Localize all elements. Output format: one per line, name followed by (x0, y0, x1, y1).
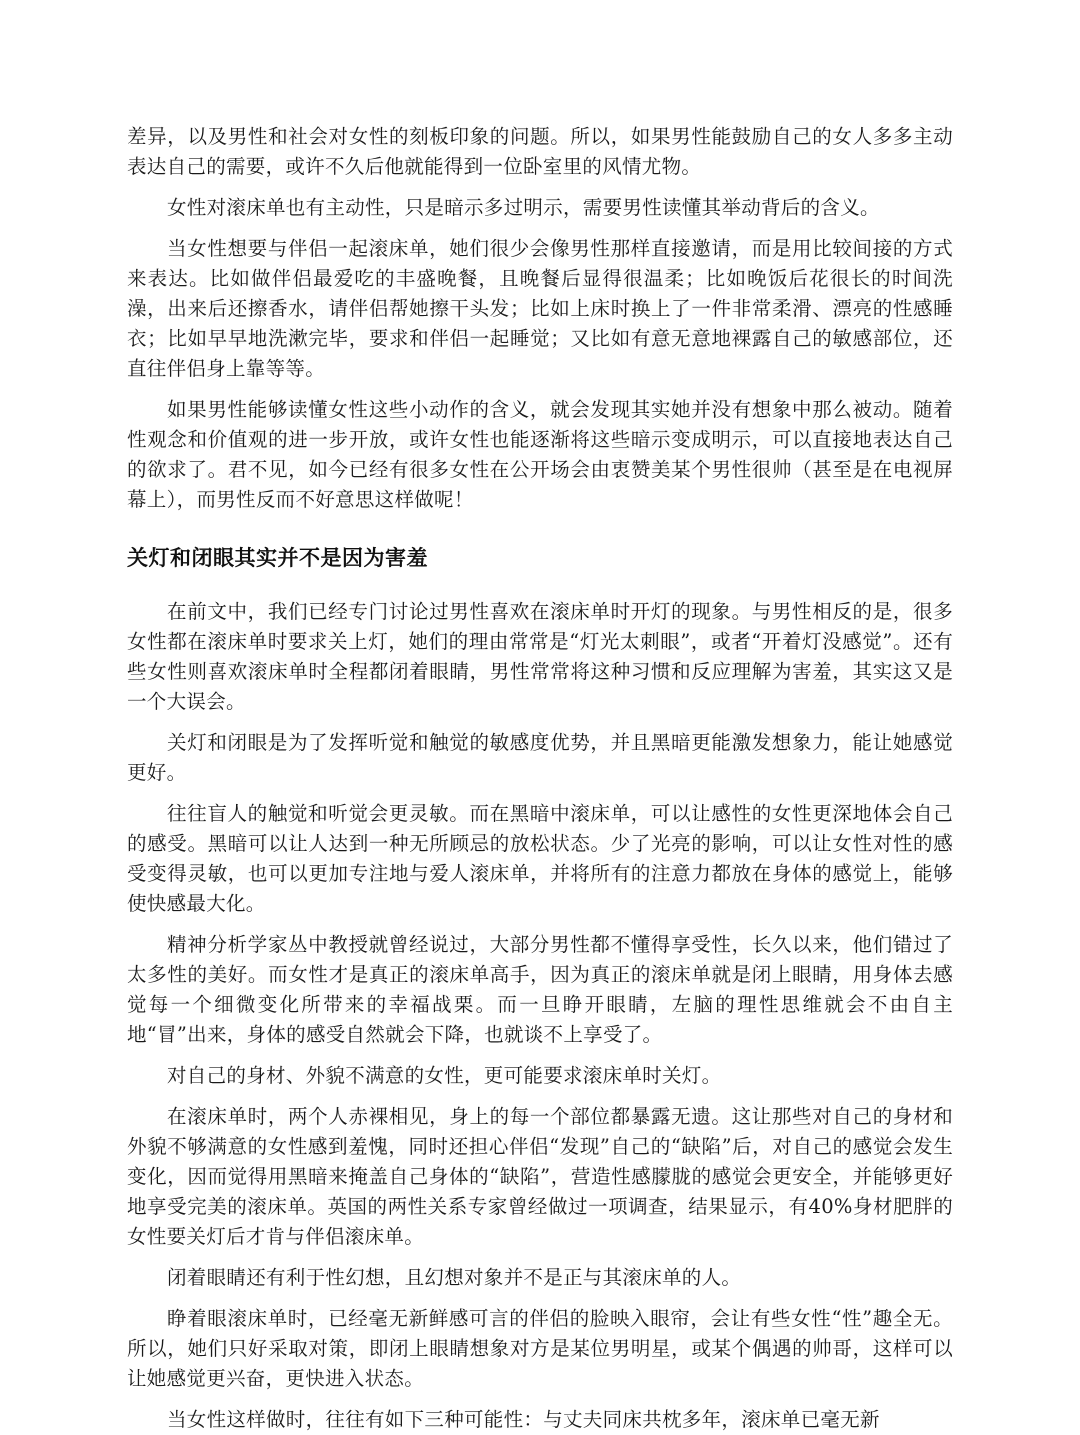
paragraph: 女性对滚床单也有主动性，只是暗示多过明示，需要男性读懂其举动背后的含义。 (167, 196, 880, 219)
section-heading-block (127, 543, 953, 573)
paragraph: 闭着眼睛还有利于性幻想，且幻想对象并不是正与其滚床单的人。 (167, 1266, 742, 1289)
document-page (127, 122, 953, 1435)
section-heading: 关灯和闭眼其实并不是因为害羞 (127, 546, 428, 570)
paragraph: 如果男性能够读懂女性这些小动作的含义，就会发现其实她并没有想象中那么被动。随着性观念和价值观的进一步开放，或许女性也能逐渐将这些暗示变成明示，可以直接地表达自己的欲求了。君不见，如今已经有很多女性在公开场会由衷赞美某个男性很帅（甚至是在电视屏幕上），而男性反而不好意思这样做呢！ (127, 398, 953, 511)
paragraph: 在滚床单时，两个人赤裸相见，身上的每一个部位都暴露无遗。这让那些对自己的身材和外貌不够满意的女性感到羞愧，同时还担心伴侣“发现”自己的“缺陷”后，对自己的感觉会发生变化，因而觉得用黑暗来掩盖自己身体的“缺陷”，营造性感朦胧的感觉会更安全，并能够更好地享受完美的滚床单。英国的两性关系专家曾经做过一项调查，结果显示，有40%身材肥胖的女性要关灯后才肯与伴侣滚床单。 (127, 1105, 953, 1248)
paragraph: 关灯和闭眼是为了发挥听觉和触觉的敏感度优势，并且黑暗更能激发想象力，能让她感觉更好。 (127, 731, 953, 784)
paragraph: 往往盲人的触觉和听觉会更灵敏。而在黑暗中滚床单，可以让感性的女性更深地体会自己的感受。黑暗可以让人达到一种无所顾忌的放松状态。少了光亮的影响，可以让女性对性的感受变得灵敏，也可以更加专注地与爱人滚床单，并将所有的注意力都放在身体的感觉上，能够使快感最大化。 (127, 802, 953, 915)
paragraph: 当女性想要与伴侣一起滚床单，她们很少会像男性那样直接邀请，而是用比较间接的方式来表达。比如做伴侣最爱吃的丰盛晚餐，且晚餐后显得很温柔；比如晚饭后花很长的时间洗澡，出来后还擦香水，请伴侣帮她擦干头发；比如上床时换上了一件非常柔滑、漂亮的性感睡衣；比如早早地洗漱完毕，要求和伴侣一起睡觉；又比如有意无意地裸露自己的敏感部位，还直往伴侣身上靠等等。 (127, 237, 953, 380)
paragraph: 差异，以及男性和社会对女性的刻板印象的问题。所以，如果男性能鼓励自己的女人多多主动表达自己的需要，或许不久后他就能得到一位卧室里的风情尤物。 (127, 125, 953, 178)
paragraph: 睁着眼滚床单时，已经毫无新鲜感可言的伴侣的脸映入眼帘，会让有些女性“性”趣全无。所以，她们只好采取对策，即闭上眼睛想象对方是某位男明星，或某个偶遇的帅哥，这样可以让她感觉更兴奋，更快进入状态。 (127, 1307, 953, 1390)
paragraph: 精神分析学家丛中教授就曾经说过，大部分男性都不懂得享受性，长久以来，他们错过了太多性的美好。而女性才是真正的滚床单高手，因为真正的滚床单就是闭上眼睛，用身体去感觉每一个细微变化所带来的幸福战栗。而一旦睁开眼睛，左脑的理性思维就会不由自主地“冒”出来，身体的感受自然就会下降，也就谈不上享受了。 (127, 933, 953, 1046)
paragraph: 对自己的身材、外貌不满意的女性，更可能要求滚床单时关灯。 (167, 1064, 722, 1087)
paragraph: 在前文中，我们已经专门讨论过男性喜欢在滚床单时开灯的现象。与男性相反的是，很多女性都在滚床单时要求关上灯，她们的理由常常是“灯光太刺眼”，或者“开着灯没感觉”。还有些女性则喜欢滚床单时全程都闭着眼睛，男性常常将这种习惯和反应理解为害羞，其实这又是一个大误会。 (127, 600, 953, 713)
paragraph: 当女性这样做时，往往有如下三种可能性：与丈夫同床共枕多年，滚床单已毫无新 (167, 1408, 880, 1431)
